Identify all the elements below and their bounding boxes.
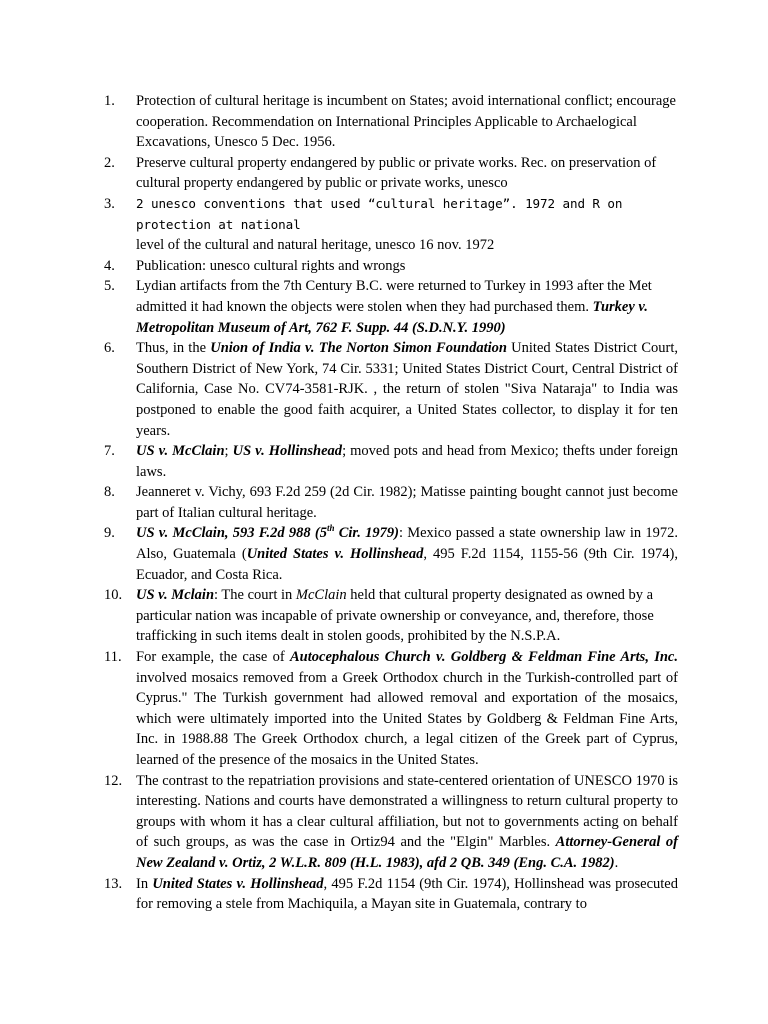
- list-item: [104, 194, 678, 256]
- list-item: [104, 91, 678, 153]
- item-number: 11.: [104, 649, 122, 666]
- list-item: [104, 647, 678, 771]
- item-text: : The court in: [214, 587, 296, 604]
- item-number: 5.: [104, 278, 115, 295]
- item-number: 10.: [104, 587, 123, 604]
- case-citation: US v. McClain, 593 F.2d 988 (5: [136, 525, 327, 542]
- item-number: 13.: [104, 875, 123, 892]
- case-name-italic: McClain: [295, 587, 347, 604]
- item-text: Publication: unesco cultural rights and wrongs: [136, 257, 406, 274]
- item-number: 8.: [104, 484, 115, 501]
- case-citation: Autocephalous Church v. Goldberg & Feldman Fine Arts, Inc.: [290, 649, 678, 666]
- item-number: 6.: [104, 340, 115, 357]
- list-item: [104, 482, 678, 523]
- item-text: Thus, in the: [136, 340, 211, 357]
- item-number: 3.: [104, 195, 115, 212]
- item-text: Lydian artifacts from the 7th Century B.C. were returned to Turkey in 1993 after the Met admitted it had known the objects were stolen when they had purchased them.: [136, 278, 652, 315]
- list-item: [104, 523, 678, 585]
- list-item: [104, 153, 678, 194]
- item-text-typewriter: 2 unesco conventions that used “cultural heritage”. 1972 and R on protection at national: [136, 195, 623, 232]
- item-text: For example, the case of: [136, 649, 291, 666]
- item-text: .: [614, 854, 619, 871]
- case-citation: Union of India v. The Norton Simon Foundation: [210, 340, 507, 357]
- case-citation: United States v. Hollinshead: [246, 546, 424, 563]
- item-text: In: [136, 875, 153, 892]
- case-citation: Attorney-General of New Zealand v. Ortiz, 2 W.L.R. 809 (H.L. 1983), afd 2 QB. 349 (Eng. C.A. 1982): [136, 834, 678, 871]
- item-text: held that cultural property designated as owned by a particular nation was incapable of private ownership or conveyance, and, therefore, those trafficking in such items dealt in stolen goods, prohibited by the N.S.P.A.: [136, 587, 654, 645]
- list-item: [104, 256, 678, 277]
- case-citation: US v. Hollinshead: [232, 443, 343, 460]
- item-text: ;: [224, 443, 233, 460]
- item-text: Protection of cultural heritage is incumbent on States; avoid international conflict; encourage cooperation. Recommendation on International Principles Applicable to Archaelogical Excavations, Unesco 5 Dec. 1956.: [136, 93, 676, 151]
- item-text: involved mosaics removed from a Greek Orthodox church in the Turkish-controlled part of Cyprus." The Turkish government had allowed removal and exportation of the mosaics, which were ultimately imported into the United States by Goldberg & Feldman Fine Arts, Inc. in 1988.88 The Greek Orthodox church, a legal citizen of the Greek part of Cyprus, learned of the presence of the mosaics in the United States.: [136, 669, 678, 768]
- item-number: 4.: [104, 257, 115, 274]
- item-number: 12.: [104, 772, 123, 789]
- item-text: : Mexico passed a state ownership law in 1972. Also, Guatemala (: [136, 525, 679, 563]
- footnote-list: [104, 91, 678, 915]
- item-number: 2.: [104, 154, 115, 171]
- case-citation: Turkey v. Metropolitan Museum of Art, 762 F. Supp. 44 (S.D.N.Y. 1990): [136, 298, 648, 336]
- case-citation: United States v. Hollinshead: [152, 875, 324, 892]
- item-text: Jeanneret v. Vichy, 693 F.2d 259 (2d Cir. 1982); Matisse painting bought cannot just become part of Italian cultural heritage.: [136, 484, 678, 521]
- list-item: [104, 441, 678, 482]
- item-text: The contrast to the repatriation provisions and state-centered orientation of UNESCO 1970 is interesting. Nations and courts have demonstrated a willingness to return cultural property to groups with whom it has a clear cultural affiliation, but not to governments acting on behalf of such groups, as was the case in Ortiz94 and the "Elgin" Marbles.: [136, 772, 678, 851]
- list-item: [104, 771, 678, 874]
- item-text: ; moved pots and head from Mexico; thefts under foreign laws.: [136, 443, 678, 480]
- case-citation: US v. McClain: [136, 443, 225, 460]
- list-item: [104, 276, 678, 338]
- list-item: [104, 585, 678, 647]
- item-number: 7.: [104, 443, 115, 460]
- item-text: level of the cultural and natural heritage, unesco 16 nov. 1972: [136, 237, 495, 254]
- case-citation: US v. Mclain: [136, 587, 215, 604]
- list-item: [104, 874, 678, 915]
- case-citation: Cir. 1979): [334, 525, 399, 542]
- item-text: Preserve cultural property endangered by public or private works. Rec. on preservation of cultural property endangered by public or private works, unesco: [136, 154, 657, 192]
- item-text: United States District Court, Southern District of New York, 74 Cir. 5331; United States District Court, Central District of California, Case No. CV74-3581-RJK. , the return of stolen "Siva Nataraja" to India was postponed to enable the good faith acquirer, a United States collector, to display it for ten years.: [136, 340, 679, 439]
- superscript: th: [326, 523, 335, 534]
- item-text: , 495 F.2d 1154, 1155-56 (9th Cir. 1974), Ecuador, and Costa Rica.: [136, 546, 678, 583]
- item-number: 1.: [104, 93, 115, 109]
- item-text: , 495 F.2d 1154 (9th Cir. 1974), Hollinshead was prosecuted for removing a stele from Machiquila, a Mayan site in Guatemala, contrary to: [136, 875, 678, 913]
- item-number: 9.: [104, 525, 115, 542]
- list-item: [104, 338, 678, 441]
